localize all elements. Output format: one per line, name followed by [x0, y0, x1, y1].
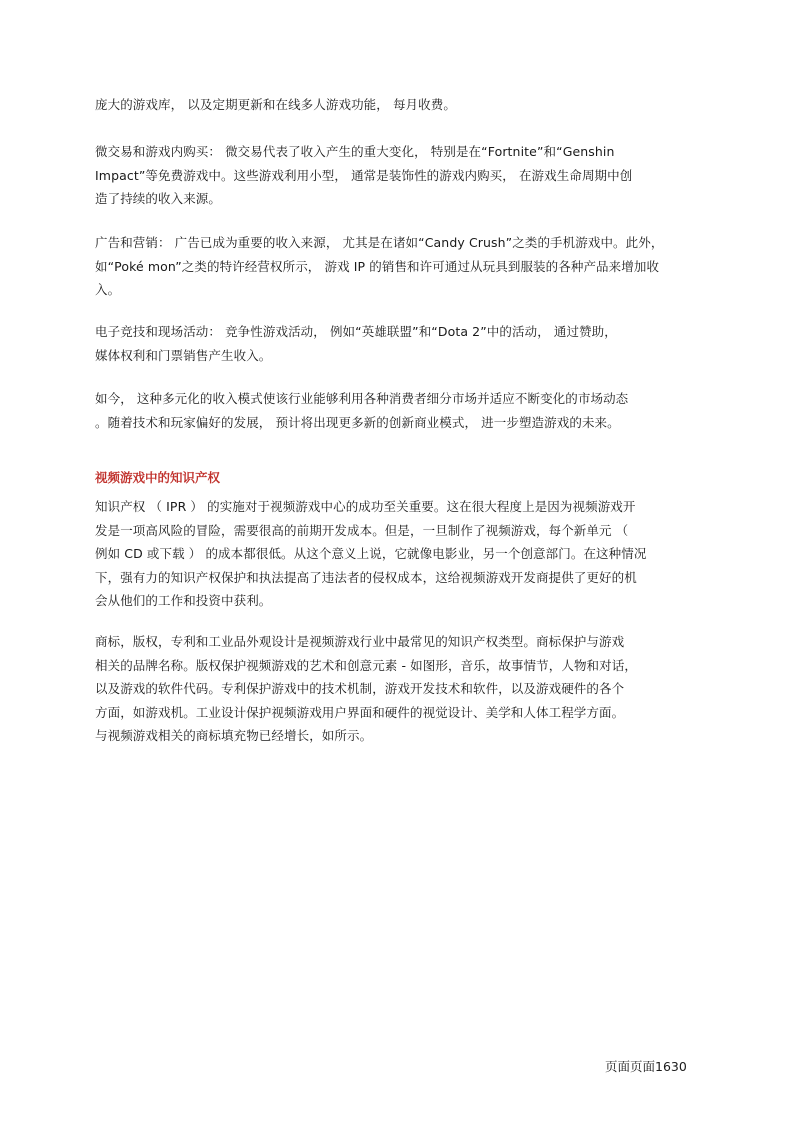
section-heading: 视频游戏中的知识产权 [95, 470, 221, 485]
paragraph-line: 知识产权 （ IPR ） 的实施对于视频游戏中心的成功至关重要。这在很大程度上是因为视频游戏开 [95, 499, 636, 514]
paragraph-line: 庞大的游戏库， 以及定期更新和在线多人游戏功能， 每月收费。 [95, 97, 456, 112]
paragraph-line: 方面，如游戏机。工业设计保护视频游戏用户界面和硬件的视觉设计、美学和人体工程学方面。 [95, 704, 625, 720]
paragraph-diversified-revenue [95, 387, 705, 434]
paragraph-advertising [95, 231, 705, 302]
paragraph-line: 会从他们的工作和投资中获利。 [95, 593, 272, 608]
paragraph-line: Impact”等免费游戏中。这些游戏利用小型， 通常是装饰性的游戏内购买， 在游戏生命周期中创 [95, 167, 633, 183]
paragraph-line: 造了持续的收入来源。 [95, 191, 222, 206]
paragraph-ip-types [95, 630, 705, 748]
page-number-footer: 页面页面1630 [605, 1059, 687, 1074]
paragraph-esports [95, 320, 705, 367]
paragraph-line: 发是一项高风险的冒险，需要很高的前期开发成本。但是，一旦制作了视频游戏，每个新单元 （ [95, 522, 629, 538]
paragraph-microtransactions [95, 140, 705, 211]
paragraph-line: 电子竞技和现场活动： 竞争性游戏活动， 例如“英雄联盟”和“Dota 2”中的活动， 通过赞助， [95, 324, 617, 339]
paragraph-line: 商标，版权，专利和工业品外观设计是视频游戏行业中最常见的知识产权类型。商标保护与游戏 [95, 634, 625, 649]
paragraph-library-subscription [95, 93, 705, 117]
paragraph-line: 相关的品牌名称。版权保护视频游戏的艺术和创意元素 - 如图形，音乐，故事情节，人物和对话， [95, 657, 637, 673]
paragraph-ipr-importance [95, 495, 705, 613]
paragraph-line: 以及游戏的软件代码。专利保护游戏中的技术机制，游戏开发技术和软件，以及游戏硬件的各个 [95, 681, 625, 696]
paragraph-line: 例如 CD 或下载 ） 的成本都很低。从这个意义上说，它就像电影业，另一个创意部门。在这种情况 [95, 546, 647, 561]
paragraph-line: 微交易和游戏内购买： 微交易代表了收入产生的重大变化， 特别是在“Fortnite”和“Genshin [95, 144, 615, 159]
paragraph-line: 入。 [95, 282, 121, 297]
paragraph-line: 下，强有力的知识产权保护和执法提高了违法者的侵权成本，这给视频游戏开发商提供了更好的机 [95, 569, 637, 585]
paragraph-line: 与视频游戏相关的商标填充物已经增长，如所示。 [95, 728, 373, 743]
paragraph-line: 如今， 这种多元化的收入模式使该行业能够利用各种消费者细分市场并适应不断变化的市场动态 [95, 391, 629, 406]
paragraph-line: 广告和营销： 广告已成为重要的收入来源， 尤其是在诸如“Candy Crush”之类的手机游戏中。此外， [95, 235, 664, 250]
paragraph-line: 。随着技术和玩家偏好的发展， 预计将出现更多新的创新商业模式， 进一步塑造游戏的未来。 [95, 414, 620, 430]
paragraph-line: 媒体权利和门票销售产生收入。 [95, 347, 272, 363]
paragraph-line: 如“Poké mon”之类的特许经营权所示， 游戏 IP 的销售和许可通过从玩具到服装的各种产品来增加收 [95, 258, 660, 274]
